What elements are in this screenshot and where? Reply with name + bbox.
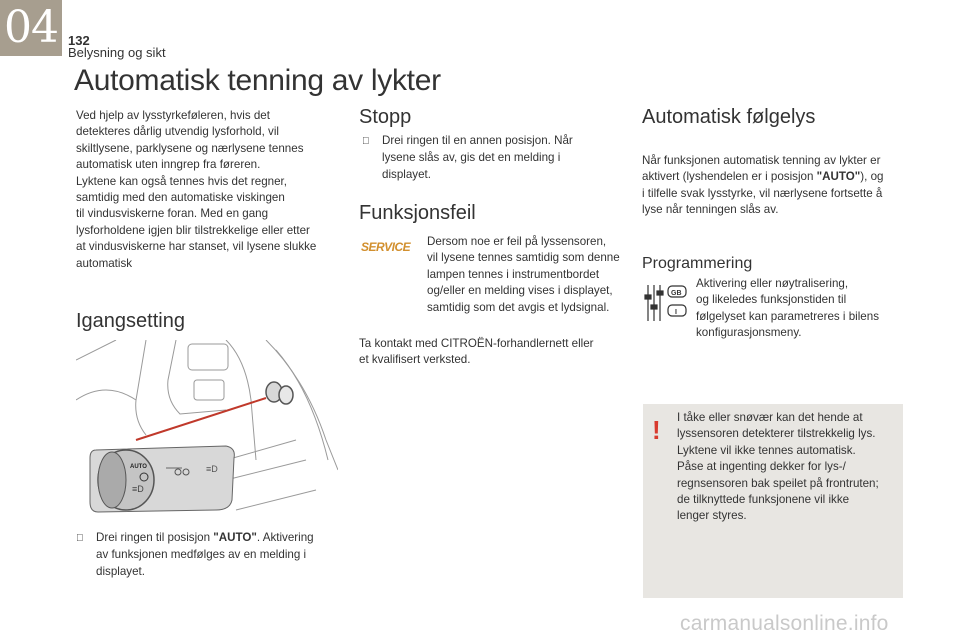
funksjonsfeil-paragraph: [427, 234, 627, 316]
auto-bold-label: "AUTO": [213, 531, 257, 544]
text-part: aktivert (lyshendelen er i posisjon: [642, 170, 817, 184]
text-line: Aktivering eller nøytralisering,: [696, 277, 849, 290]
light-stalk-illustration: [76, 340, 338, 520]
folgelys-paragraph: [642, 153, 910, 219]
svg-text:≡D: ≡D: [132, 484, 144, 494]
heading-igangsetting: Igangsetting: [76, 310, 185, 332]
text-line: lampen tennes i instrumentbordet: [427, 267, 600, 281]
bullet-icon: [76, 531, 96, 547]
intro-line: automatisk uten inngrep fra føreren.: [76, 158, 261, 172]
text-line: Påse at ingenting dekker for lys-/: [677, 460, 846, 474]
text-line: Dersom noe er feil på lyssensoren,: [427, 235, 607, 248]
intro-line: skiltlysene, parklysene og nærlysene tennes: [76, 141, 304, 155]
text-line: samtidig som det avgis et lydsignal.: [427, 300, 610, 314]
intro-paragraph: [76, 108, 346, 272]
auto-label: AUTO: [130, 464, 147, 470]
text-line: i tilfelle svak lysstyrke, vil nærlysene fortsette å: [642, 186, 883, 200]
text-line: I tåke eller snøvær kan det hende at: [677, 411, 863, 424]
instruction-line: displayet.: [382, 166, 431, 180]
text-line: konfigurasjonsmeny.: [696, 326, 802, 340]
text-line: regnsensoren bak speilet på frontruten;: [677, 476, 879, 490]
settings-sliders-icon: [643, 283, 689, 323]
auto-bold-label: "AUTO": [816, 170, 861, 184]
contact-paragraph: [359, 336, 629, 369]
instruction-line: av funksjonen medfølges av en melding i: [96, 547, 307, 561]
instruction-text: Drei ringen til posisjon: [96, 531, 214, 544]
intro-line: automatisk: [76, 256, 133, 270]
instruction-line: displayet.: [96, 563, 145, 577]
page-number: 132: [68, 33, 90, 48]
intro-line: detekteres dårlig utvendig lysforhold, vil: [76, 125, 279, 139]
intro-line: Lyktene kan også tennes hvis det regner,: [76, 174, 287, 188]
text-line: Når funksjonen automatisk tenning av lykter er: [642, 154, 881, 167]
stopp-instruction: [362, 133, 624, 183]
heading-folgelys: Automatisk følgelys: [642, 106, 816, 128]
text-line: de tilknyttede funksjonene vil ikke: [677, 493, 850, 507]
intro-line: at vindusviskerne har stanset, vil lysene slukke: [76, 240, 317, 254]
text-part: ), og: [860, 170, 884, 184]
heading-stopp: Stopp: [359, 106, 412, 128]
intro-line: lysforholdene igjen blir tilstrekkelige eller etter: [76, 223, 310, 237]
text-line: lyse når tenningen slås av.: [642, 203, 779, 217]
text-line: [642, 169, 910, 185]
warning-exclamation-icon: !: [652, 415, 661, 445]
gb-label: GB: [671, 290, 682, 297]
instruction-text: Drei ringen til en annen posisjon. Når: [382, 134, 573, 147]
text-line: lenger styres.: [677, 509, 747, 523]
text-line: et kvalifisert verksted.: [359, 353, 471, 367]
page-title: Automatisk tenning av lykter: [74, 64, 441, 97]
programmering-paragraph: [696, 276, 906, 342]
heading-programmering: Programmering: [642, 255, 753, 272]
section-name: Belysning og sikt: [68, 45, 166, 60]
text-line: lyssensoren detekterer tilstrekkelig lys.: [677, 427, 876, 441]
instruction-text: . Aktivering: [256, 531, 314, 544]
text-line: og likeledes funksjonstiden til: [696, 293, 847, 307]
stalk-zoom-icon: [90, 446, 234, 512]
chapter-number: 04: [0, 0, 62, 56]
bullet-icon: [362, 134, 382, 150]
heading-funksjonsfeil: Funksjonsfeil: [359, 202, 476, 224]
i-label: I: [675, 309, 677, 316]
intro-line: samtidig med den automatiske viskingen: [76, 191, 285, 205]
instruction-line: lysene slås av, gis det en melding i: [382, 150, 561, 164]
service-warning-icon: SERVICE: [361, 240, 411, 254]
intro-line: til vindusviskerne foran. Med en gang: [76, 207, 269, 221]
text-line: vil lysene tennes samtidig som denne: [427, 251, 620, 265]
intro-line: Ved hjelp av lysstyrkeføleren, hvis det: [76, 109, 270, 122]
instruction-line: [76, 530, 346, 547]
igangsetting-instruction: [76, 530, 346, 580]
text-line: Lyktene vil ikke tennes automatisk.: [677, 443, 856, 457]
watermark: carmanualsonline.info: [680, 612, 889, 635]
text-line: Ta kontakt med CITROËN-forhandlernett eller: [359, 337, 594, 350]
text-line: følgelyset kan parametreres i bilens: [696, 309, 880, 323]
instruction-line: [362, 133, 624, 150]
svg-text:≡D: ≡D: [206, 464, 218, 474]
text-line: og/eller en melding vises i displayet,: [427, 284, 613, 298]
warning-text: [677, 410, 899, 525]
